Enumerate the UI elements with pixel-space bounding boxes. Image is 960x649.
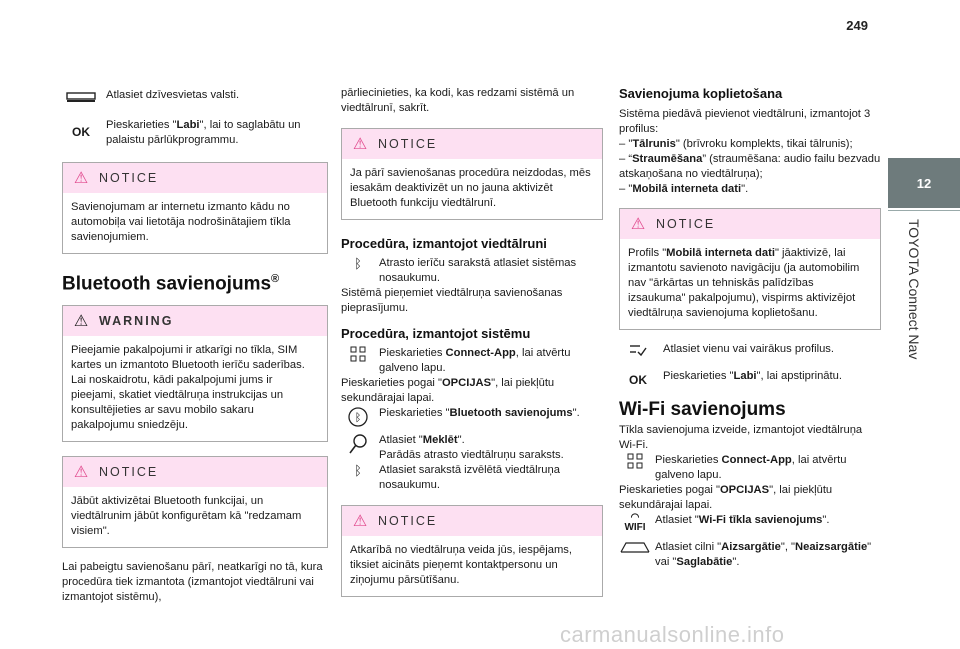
notice-title: NOTICE <box>656 216 716 231</box>
watermark: carmanualsonline.info <box>560 622 785 647</box>
tab-icon <box>619 540 651 559</box>
warning-box <box>62 305 328 442</box>
notice-body: Ja pārī savienošanas procedūra neizdodas, mēs iesakām deaktivizēt un no jauna aktivizēt Bluetooth funkciju viedtālrunī. <box>350 167 591 209</box>
paragraph: Tīkla savienojuma izveide, izmantojot viedtālruņa Wi-Fi. <box>619 424 863 451</box>
column-3 <box>619 86 881 570</box>
search-icon <box>341 433 375 458</box>
notice-icon: ⚠ <box>73 169 89 187</box>
warning-title: WARNING <box>99 313 174 328</box>
ok-icon: OK <box>72 125 90 139</box>
paragraph: Lai pabeigtu savienošanu pārī, neatkarīgi no tā, kura procedūra tiek izmantota (izmantojot viedtālruni vai izmantojot sistēmu), <box>62 561 323 604</box>
svg-text:ᛒ: ᛒ <box>354 411 362 424</box>
notice-body: Jābūt aktivizētai Bluetooth funkcijai, un viedtālrunim jābūt konfigurētam kā "redzamam visiem". <box>71 495 302 538</box>
section-title: Bluetooth savienojums® <box>62 273 280 295</box>
step-select-profiles <box>619 342 881 357</box>
notice-title: NOTICE <box>99 170 159 185</box>
page-number: 249 <box>846 18 868 33</box>
notice-icon: ⚠ <box>352 512 368 530</box>
chapter-tab[interactable]: 12 <box>888 158 960 208</box>
step-text: Atlasiet vienu vai vairākus profilus. <box>663 343 834 355</box>
list-item: – "Tālrunis" (brīvroku komplekts, tikai tālrunis); <box>619 138 853 150</box>
step-text: Parādās atrasto viedtālruņu saraksts. <box>379 449 564 461</box>
notice-icon: ⚠ <box>352 135 368 153</box>
step-connect-app <box>341 346 603 376</box>
notice-body: Atkarībā no viedtālruņa veida jūs, iespējams, tiksiet aicināts pieņemt kontaktpersonu un ziņojumu pārsūtīšanu. <box>350 544 573 586</box>
step-text: Atlasiet "Meklēt". <box>379 434 465 446</box>
app-grid-icon <box>619 453 651 474</box>
step-text: Pieskarieties Connect-App, lai atvērtu galveno lapu. <box>379 347 571 374</box>
subsection-title: Savienojuma koplietošana <box>619 86 783 101</box>
notice-box <box>619 208 881 330</box>
bluetooth-icon: ᛒ <box>354 256 362 271</box>
step-search <box>341 433 603 463</box>
section-title: Wi-Fi savienojums <box>619 399 786 420</box>
paragraph: Sistēma piedāvā pievienot viedtālruni, izmantojot 3 profilus: <box>619 108 871 135</box>
notice-icon: ⚠ <box>73 463 89 481</box>
paragraph: pārliecinieties, ka kodi, kas redzami sistēmā un viedtālrunī, sakrīt. <box>341 87 575 114</box>
step-text: Pieskarieties "Labi", lai to saglabātu un palaistu pārlūkprogrammu. <box>106 119 301 146</box>
step-select-country <box>62 88 328 103</box>
step-ok <box>62 118 328 148</box>
notice-body: Savienojumam ar internetu izmanto kādu no automobiļa vai lietotāja nodrošinātajiem tīkla savienojumiem. <box>71 201 291 243</box>
column-2 <box>341 86 603 597</box>
bluetooth-circle-icon <box>341 406 375 431</box>
paragraph: Pieskarieties pogai "OPCIJAS", lai piekļūtu sekundārajai lapai. <box>619 484 833 511</box>
warning-icon: ⚠ <box>73 312 89 330</box>
list-item: – “Straumēšana” (straumēšana: audio failu bezvadu atskaņošana no viedtālruņa); <box>619 153 881 180</box>
step-text: Atlasiet cilni "Aizsargātie", "Neaizsargātie" vai "Saglabātie". <box>655 541 872 568</box>
notice-box <box>62 162 328 254</box>
paragraph: Pieskarieties pogai "OPCIJAS", lai piekļūtu sekundārajai lapai. <box>341 377 555 404</box>
ok-icon: OK <box>629 373 647 387</box>
step-select-phone <box>341 463 603 493</box>
step-text: Atlasiet "Wi-Fi tīkla savienojums". <box>655 514 830 526</box>
step-text: Atrasto ierīču sarakstā atlasiet sistēmas nosaukumu. <box>379 257 577 284</box>
step-ok <box>619 369 881 387</box>
notice-box <box>341 505 603 597</box>
app-grid-icon <box>341 346 375 365</box>
warning-body: Pieejamie pakalpojumi ir atkarīgi no tīkla, SIM kartes un izmantoto Bluetooth ierīču saderības. Lai noskaidrotu, kādi pakalpojumi jums ir pieejami, skatiet viedtālruņa instrukcijas un konsultējieties ar savu mobilo sakaru pakalpojumu sniedzēju. <box>71 344 305 432</box>
tab-divider <box>888 210 960 211</box>
input-field-icon <box>62 88 100 109</box>
step-bluetooth <box>341 406 603 424</box>
step-text: Atlasiet dzīvesvietas valsti. <box>106 89 240 101</box>
chapter-label-text: TOYOTA Connect Nav <box>906 219 922 360</box>
notice-title: NOTICE <box>378 513 438 528</box>
chapter-label <box>896 215 956 415</box>
notice-body: Profils "Mobilā interneta dati" jāaktivizē, lai izmantotu savienoto navigāciju (ja automobilim nav "ārkārtas un tehniskās palīdzības izsaukuma" pakalpojumu), vispirms aktivizējot viedtālruņa savienojuma koplietošanu. <box>628 247 860 319</box>
step-text: Atlasiet sarakstā izvēlētā viedtālruņa nosaukumu. <box>379 464 560 491</box>
notice-title: NOTICE <box>99 464 159 479</box>
paragraph: Sistēmā pieņemiet viedtālruņa savienošanas pieprasījumu. <box>341 287 563 314</box>
step-text: Pieskarieties Connect-App, lai atvērtu galveno lapu. <box>655 454 847 481</box>
notice-box <box>62 456 328 548</box>
column-1 <box>62 88 328 605</box>
subsection-title: Procedūra, izmantojot viedtālruni <box>341 236 547 251</box>
bluetooth-icon: ᛒ <box>354 463 362 478</box>
step-text: Pieskarieties "Labi", lai apstiprinātu. <box>663 370 842 382</box>
step-connect-app <box>619 453 881 483</box>
step-text: Pieskarieties "Bluetooth savienojums". <box>379 407 580 419</box>
notice-icon: ⚠ <box>630 215 646 233</box>
list-item: – "Mobilā interneta dati". <box>619 183 749 195</box>
notice-box <box>341 128 603 220</box>
wifi-icon: ◠ WIFI <box>624 512 646 533</box>
notice-title: NOTICE <box>378 136 438 151</box>
step-select-tab <box>619 540 881 570</box>
subsection-title: Procedūra, izmantojot sistēmu <box>341 326 531 341</box>
step-select-system <box>341 256 603 286</box>
checklist-icon <box>619 342 657 363</box>
step-wifi <box>619 512 881 533</box>
